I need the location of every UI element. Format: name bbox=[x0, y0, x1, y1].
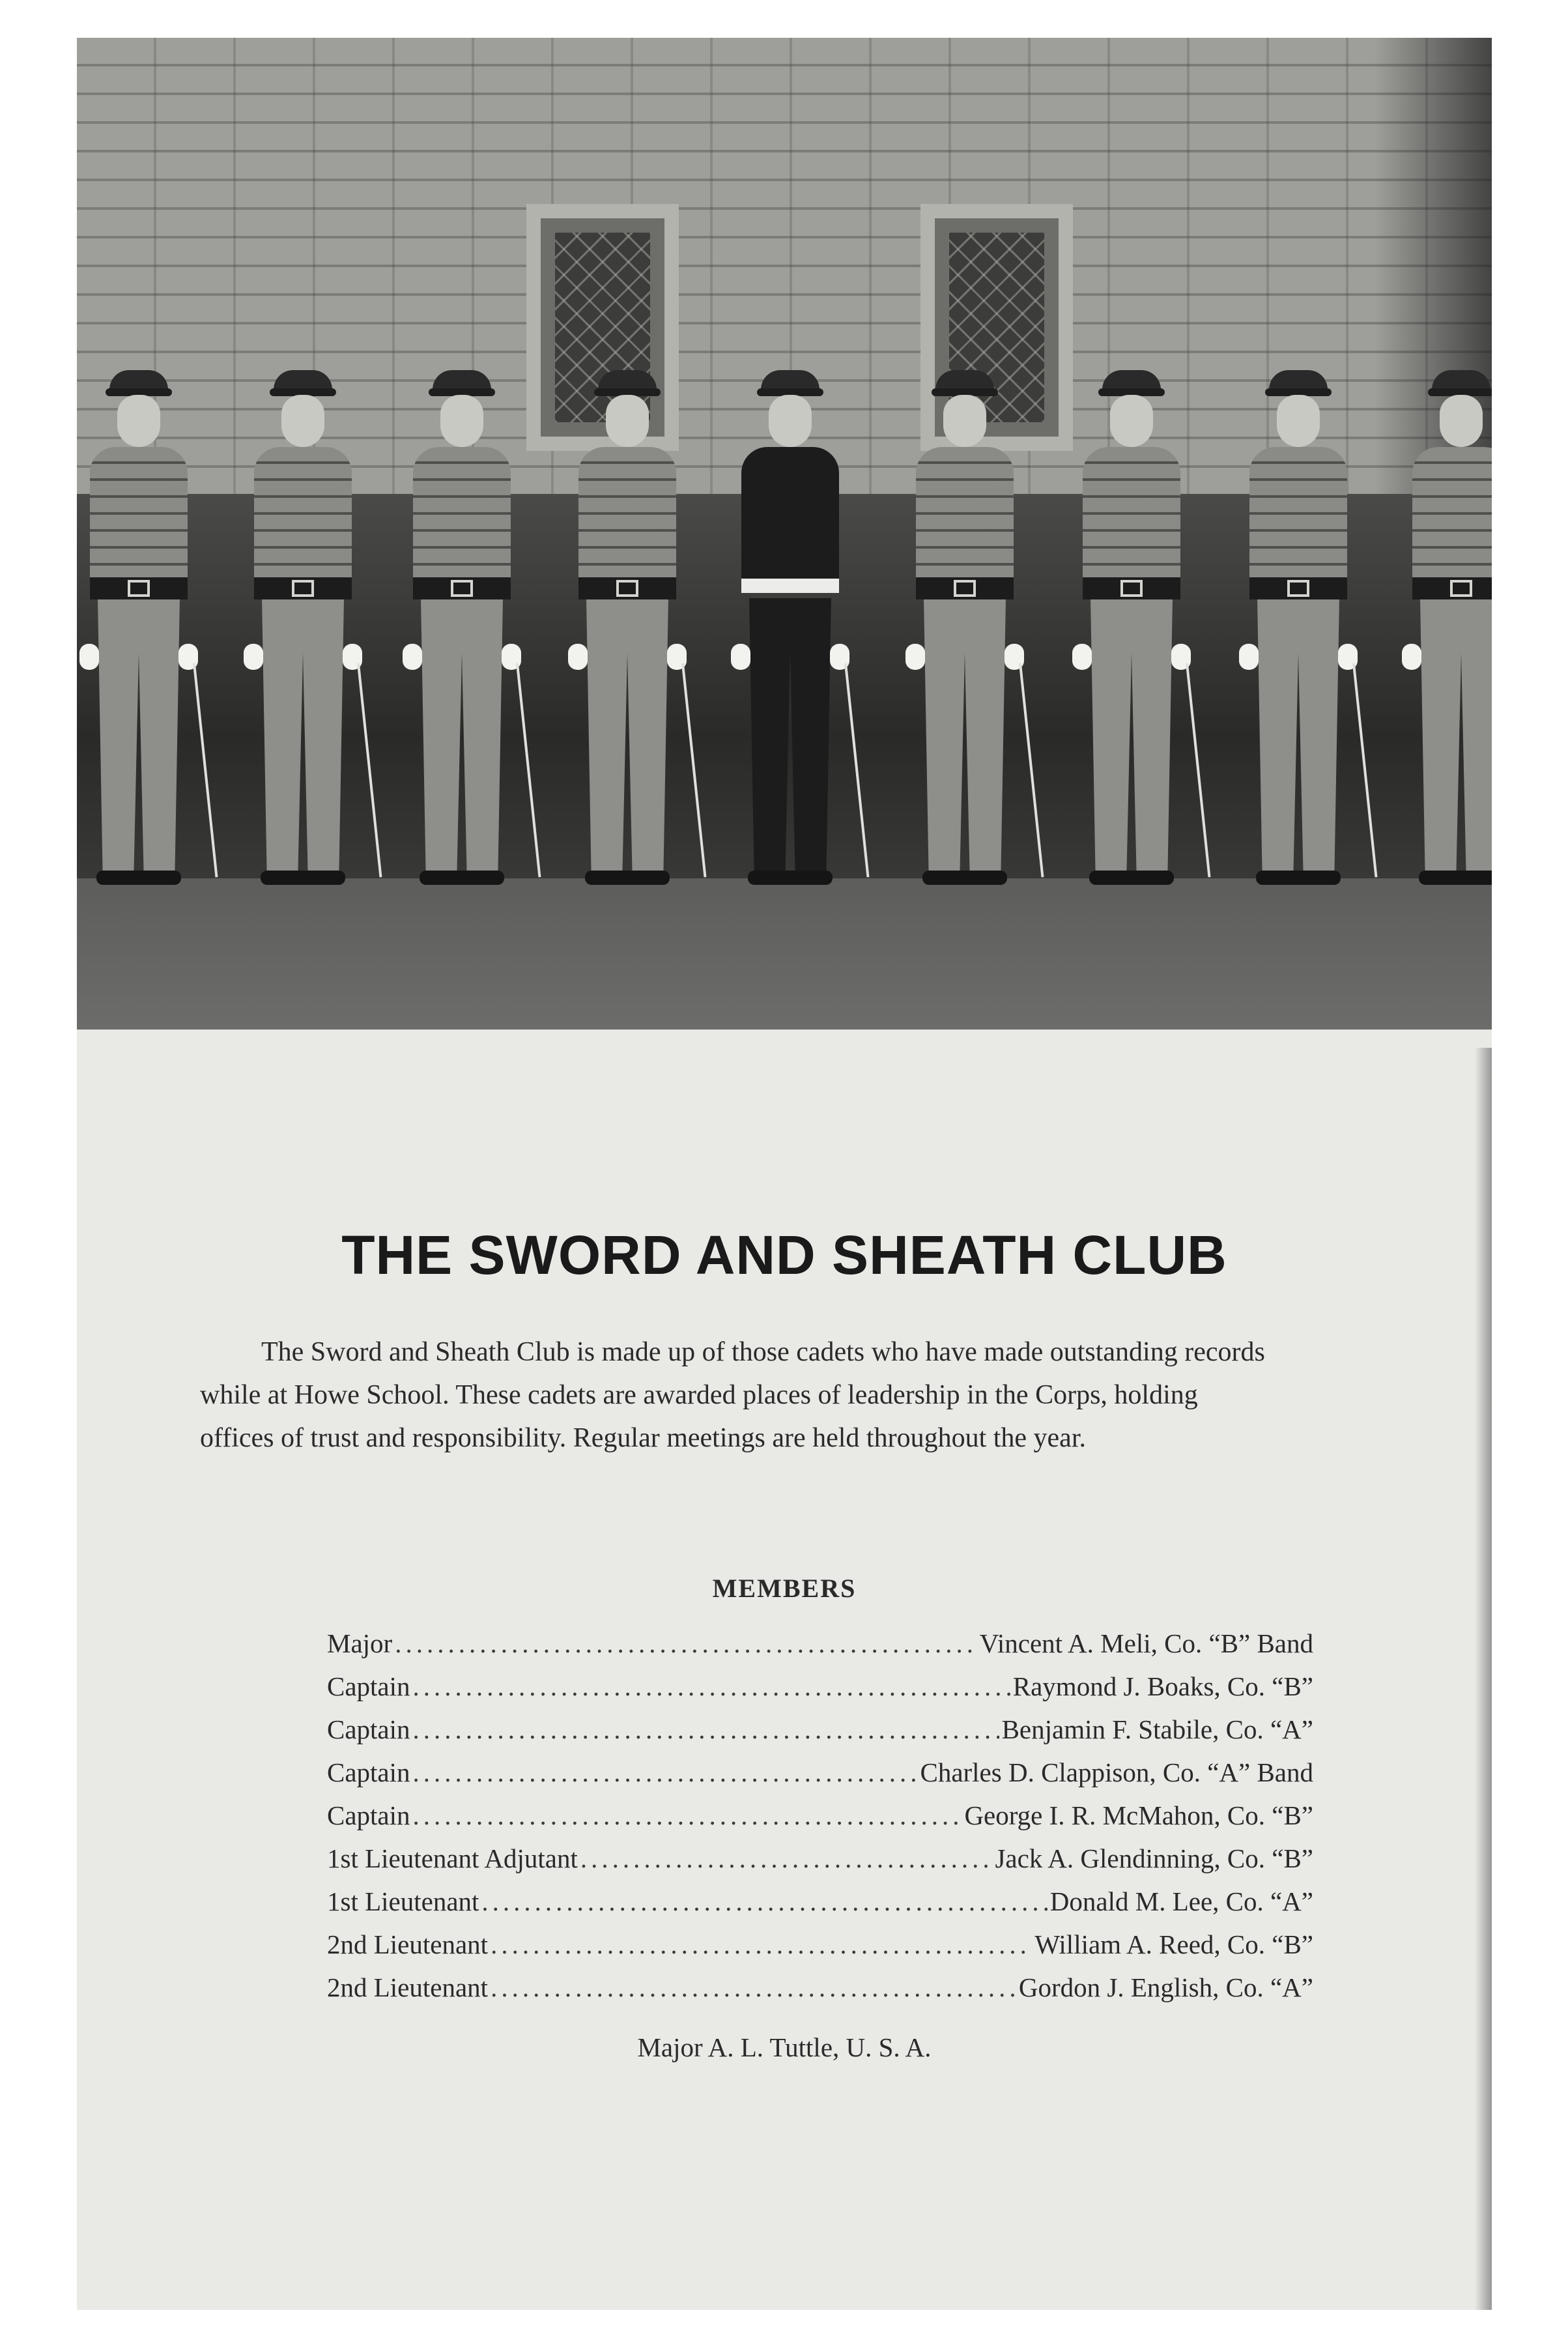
member-name: Jack A. Glendinning, Co. “B” bbox=[995, 1843, 1313, 1873]
member-name: Benjamin F. Stabile, Co. “A” bbox=[1001, 1714, 1313, 1744]
member-name: Raymond J. Boaks, Co. “B” bbox=[1012, 1671, 1313, 1701]
dot-leader bbox=[481, 1886, 1047, 1917]
member-rank: Captain bbox=[327, 1714, 410, 1744]
members-list bbox=[327, 1628, 1313, 2015]
dot-leader bbox=[413, 1671, 1010, 1702]
member-name: Vincent A. Meli, Co. “B” Band bbox=[979, 1628, 1313, 1658]
member-name: Charles D. Clappison, Co. “A” Band bbox=[920, 1757, 1313, 1787]
member-rank: 2nd Lieutenant bbox=[327, 1929, 489, 1959]
dot-leader bbox=[413, 1800, 962, 1831]
dot-leader bbox=[413, 1714, 999, 1745]
lawn bbox=[77, 878, 1492, 1030]
intro-paragraph bbox=[200, 1331, 1474, 1460]
intro-line: while at Howe School. These cadets are awarded places of leadership in the Corps, holding bbox=[200, 1380, 1198, 1410]
member-name: George I. R. McMahon, Co. “B” bbox=[964, 1800, 1313, 1830]
dot-leader bbox=[491, 1972, 1016, 2003]
group-photo bbox=[77, 38, 1492, 1030]
member-name: William A. Reed, Co. “B” bbox=[1034, 1929, 1313, 1959]
cadet-figure bbox=[248, 370, 358, 898]
member-row bbox=[327, 1671, 1313, 1714]
member-rank: Captain bbox=[327, 1757, 410, 1787]
member-name: Gordon J. English, Co. “A” bbox=[1018, 1972, 1313, 2002]
dot-leader bbox=[395, 1628, 977, 1659]
faculty-advisor: Major A. L. Tuttle, U. S. A. bbox=[637, 2032, 932, 2062]
dot-leader bbox=[491, 1929, 1032, 1960]
member-row bbox=[327, 1886, 1313, 1929]
cadet-figure bbox=[406, 370, 517, 898]
members-heading: MEMBERS bbox=[712, 1574, 857, 1603]
page-title: THE SWORD AND SHEATH CLUB bbox=[341, 1224, 1227, 1286]
member-row bbox=[327, 1800, 1313, 1843]
dot-leader bbox=[580, 1843, 993, 1874]
cadet-figure bbox=[1243, 370, 1354, 898]
cadet-figure bbox=[1076, 370, 1187, 898]
intro-line: offices of trust and responsibility. Regular meetings are held throughout the year. bbox=[200, 1423, 1086, 1453]
cadet-figure bbox=[572, 370, 683, 898]
member-row bbox=[327, 1714, 1313, 1757]
member-rank: Major bbox=[327, 1628, 393, 1658]
member-row bbox=[327, 1843, 1313, 1886]
member-row bbox=[327, 1628, 1313, 1671]
member-row bbox=[327, 1929, 1313, 1972]
member-rank: Captain bbox=[327, 1800, 410, 1830]
cadet-figure bbox=[909, 370, 1020, 898]
officer-figure bbox=[735, 370, 846, 898]
member-row bbox=[327, 1972, 1313, 2015]
member-rank: 1st Lieutenant Adjutant bbox=[327, 1843, 578, 1873]
dot-leader bbox=[413, 1757, 918, 1788]
member-rank: 1st Lieutenant bbox=[327, 1886, 479, 1916]
member-row bbox=[327, 1757, 1313, 1800]
member-name: Donald M. Lee, Co. “A” bbox=[1049, 1886, 1313, 1916]
member-rank: Captain bbox=[327, 1671, 410, 1701]
cadet-figure bbox=[1406, 370, 1492, 898]
intro-line: The Sword and Sheath Club is made up of those cadets who have made outstanding records bbox=[261, 1337, 1265, 1367]
cadet-figure bbox=[83, 370, 194, 898]
yearbook-page bbox=[77, 38, 1492, 2310]
member-rank: 2nd Lieutenant bbox=[327, 1972, 489, 2002]
